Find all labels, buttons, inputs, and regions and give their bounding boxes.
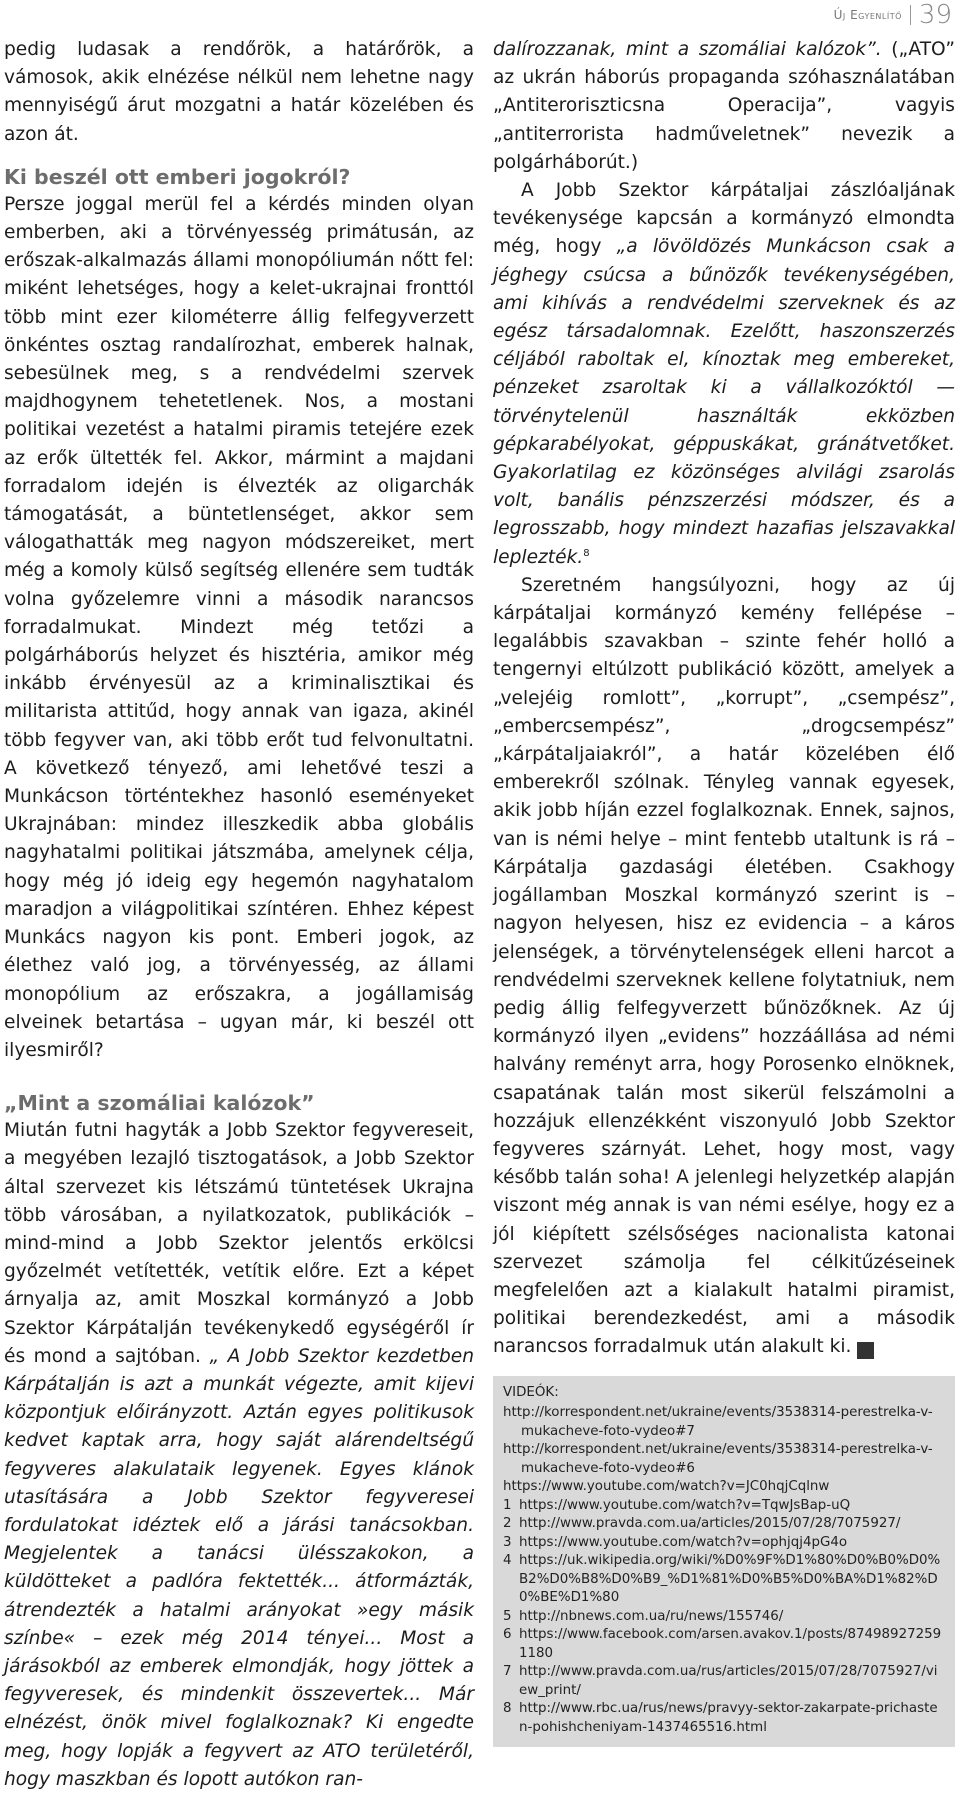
- footnote-item: [503, 1663, 945, 1700]
- paragraph-battalion: [493, 177, 955, 572]
- subheading-pirates: „Mint a szomáliai kalózok”: [4, 1091, 315, 1116]
- footnote-number: 5: [503, 1608, 512, 1624]
- footnote-link[interactable]: https://www.youtube.com/watch?v=ophjqj4pG4o: [519, 1534, 848, 1550]
- magazine-name: Új Egyenlítő: [833, 8, 902, 22]
- footnote-link[interactable]: https://www.facebook.com/arsen.avakov.1/posts/874989272591180: [519, 1627, 942, 1661]
- videos-label: VIDEÓK:: [503, 1384, 559, 1400]
- footnote-link[interactable]: https://uk.wikipedia.org/wiki/%D0%9F%D1%80%D0%B0%D0%B2%D0%B8%D0%B9_%D1%81%D0%B5%D0%BA%D1%82%D0%BE%D1%80: [519, 1553, 941, 1606]
- video-link[interactable]: http://korrespondent.net/ukraine/events/3538314-perestrelka-v-mukacheve-foto-vydeo#6: [503, 1442, 933, 1476]
- footnote-item: [503, 1497, 945, 1516]
- footnote-item: [503, 1515, 945, 1534]
- paragraph-pirates-text: Miután futni hagyták a Jobb Szektor fegyvereseit, a megyében lezajló tisztogatások, a Jobb Szektor által szervezet kis létszámú tüntetések Ukrajna több városában, a nyilatkozatok, publikációk – mind-mind a Jobb Szektor jelentős erkölcsi győzelmét vetítették, vetítik előre. Ezt a képet árnyalja az, amit Moszkal kormányzó a Jobb Szektor Kárpátalján tevékenykedő egységéről ír és mond a sajtóban.: [4, 1120, 474, 1367]
- footnote-number: 7: [503, 1664, 512, 1680]
- header-divider: [910, 5, 911, 25]
- footnote-link[interactable]: http://www.rbc.ua/rus/news/pravyy-sektor-zakarpate-prichasten-pohishcheniyam-1437465516.html: [519, 1701, 938, 1735]
- footnote-link[interactable]: https://www.youtube.com/watch?v=TqwJsBap-uQ: [519, 1497, 851, 1513]
- video-link[interactable]: https://www.youtube.com/watch?v=JC0hqjCqlnw: [503, 1479, 830, 1495]
- paragraph-battalion-text: A Jobb Szektor kárpátaljai zászlóaljának tevékenysége kapcsán a kormányzó elmondta még, hogy: [493, 180, 955, 258]
- footnote-item: [503, 1626, 945, 1663]
- footnote-item: [503, 1608, 945, 1627]
- footnote-link[interactable]: http://www.pravda.com.ua/rus/articles/2015/07/28/7075927/view_print/: [519, 1664, 938, 1698]
- quote-continuation: dalírozzanak, mint a szomáliai kalózok”.: [493, 39, 882, 60]
- footnote-number: 2: [503, 1516, 512, 1532]
- right-column: [493, 36, 955, 1747]
- governor-quote: „ A Jobb Szektor kezdetben Kárpátalján is azt a munkát végezte, amit kijevi központjuk előirányzott. Aztán egyes politikusok kedvet kaptak arra, hogy saját alárendeltségű fegyveres alakulataik legyenek. Egyes klánok utasítására a Jobb Szektor fegyveresei fordulatokat idéztek elő a járási tanácsokban. Megjelentek a tanácsi ülésszakokon, a küldötteket a padlóra fektették... átformázták, átrendezték a hatalmi arányokat »egy másik színbe« – ezek még 2014 tényei... Most a járásokból az emberek elmondják, hogy jöttek a fegyveresek, és mindenkit összevertek... Már elnézést, önök mivel foglalkoznak? Ki engedte meg, hogy lopják a fegyvert az ATO területéről, hogy maszkban és lopott autókon ran-: [4, 1345, 474, 1790]
- footnote-item: [503, 1534, 945, 1553]
- end-mark-icon: E: [857, 1342, 874, 1359]
- footnote-number: 8: [503, 1701, 512, 1717]
- video-link[interactable]: http://korrespondent.net/ukraine/events/3538314-perestrelka-v-mukacheve-foto-vydeo#7: [503, 1405, 933, 1439]
- page-number: 39: [918, 0, 952, 30]
- sources-box: [493, 1376, 955, 1748]
- paragraph-pirates: [4, 1117, 474, 1794]
- footnote-link[interactable]: http://nbnews.com.ua/ru/news/155746/: [519, 1608, 784, 1624]
- footnote-item: [503, 1552, 945, 1608]
- left-column: [4, 36, 474, 1794]
- ato-explanation: („ATO” az ukrán háborús propaganda szóhasználatában „Antiteroriszticsna Operacija”, vagyis „antiterrorista hadműveletnek” nevezik a polgárháborút.): [493, 39, 955, 173]
- footnote-item: [503, 1700, 945, 1737]
- paragraph-human-rights: Persze joggal merül fel a kérdés minden olyan emberben, aki a törvényesség primátusán, az erőszak-alkalmazás állami monopóliumán nőtt fel: miként lehetséges, hogy a kelet-ukrajnai fronttól több mint ezer kilométerre állig felfegyverzett önkéntes osztag randalírozhat, emberek halnak, sebesülnek meg, s a rendvédelmi szervek majdhogynem tehetetlenek. Nos, a mostani politikai vezetést a hatalmi piramis tetejére ezek az erők ültették fel. Akkor, mármint a majdani forradalom idején is élvezték az oligarchák támogatását, a büntetlenséget, akkor sem válogathatták meg nagyon módszereiket, mert még a komoly külső segítség ellenére sem tudták volna győzelemre vinni a második narancsos forradalmukat. Mindezt még tetőzi a polgárháborús helyzet és hisztéria, amikor még inkább érvényesül az a kriminalisztikai és militarista attitűd, hogy annak van igaza, akinél több fegyver van, aki több erőt tud felvonultatni. A következő tényező, ami lehetővé teszi a Munkácson történtekhez hasonló eseményeket Ukrajnában: mindez illeszkedik abba globális nagyhatalmi politikai játszmába, amelynek célja, hogy még jó ideig egy hegemón nagyhatalom maradjon a világpolitikai színtéren. Ehhez képest Munkács nagyon kis pont. Emberi jogok, az élethez való jog, a törvényesség, az állami monopólium az erőszakra, a jogállamiság elveinek betartása – ugyan már, ki beszél ott ilyesmiről?: [4, 193, 474, 1061]
- footnote-number: 6: [503, 1627, 512, 1643]
- footnote-ref-8[interactable]: 8: [583, 547, 590, 559]
- footnote-number: 4: [503, 1553, 512, 1569]
- paragraph-conclusion-text: Szeretném hangsúlyozni, hogy az új kárpátaljai kormányzó kemény fellépése – legalábbis szavakban – szinte fehér holló a tengernyi eltúlzott publikáció között, amelyek a „velejéig romlott”, „korrupt”, „csempész”, „embercsempész”, „drogcsempész” „kárpátaljaiakról”, a határ közelében élő emberekről szólnak. Tényleg vannak egyesek, akik jobb híján ezzel foglalkoznak. Ennek, sajnos, van is némi helye – mint fentebb utaltunk is rá – Kárpátalja gazdasági életében. Csakhogy jogállamban Moszkal kormányzó szerint is – nagyon helyesen, hisz ez evidencia – a káros jelenségek, a törvénytelenségek elleni harcot a rendvédelmi szerveknek kellene folytatniuk, nem pedig állig felfegyverzett bűnözőknek. Az új kormányzó ilyen „evidens” hozzáállása ad némi halvány reményt arra, hogy Porosenko elnöknek, csapatának talán most sikerül felszámolni a hozzájuk ellenzékként viszonyuló Jobb Szektor fegyveres szárnyát. Lehet, hogy most, vagy később talán soha! A jelenlegi helyzetkép alapján viszont még annak is van némi esélye, hogy ez a jól kiépített szélsőséges nacionalista katonai szervezet számolja fel célkitűzéseinek megfelelően azt a kialakult hatalmi piramist, politikai berendezkedést, ami a második narancsos forradalmuk után alakult ki.: [493, 574, 955, 1358]
- page-header: [834, 0, 952, 30]
- paragraph-conclusion: [493, 572, 955, 1362]
- footnote-number: 1: [503, 1497, 512, 1513]
- paragraph-ato: [493, 36, 955, 177]
- footnote-link[interactable]: http://www.pravda.com.ua/articles/2015/07/28/7075927/: [519, 1516, 901, 1532]
- paragraph-continuation: pedig ludasak a rendőrök, a határőrök, a vámosok, akik elnézése nélkül nem lehetne nagy mennyiségű árut mozgatni a határ közelében és azon át.: [4, 39, 474, 145]
- subheading-human-rights: Ki beszél ott emberi jogokról?: [4, 164, 351, 189]
- footnote-number: 3: [503, 1534, 512, 1550]
- battalion-quote: „a lövöldözés Munkácson csak a jéghegy csúcsa a bűnözők tevékenységében, ami kihívás a rendvédelmi szerveknek és az egész társadalomnak. Ezelőtt, haszonszerzés céljából raboltak el, kínoztak meg embereket, pénzeket zsaroltak ki a vállalkozóktól — törvénytelenül használták ekközben gépkarabélyokat, géppuskákat, gránátvetőket. Gyakorlatilag ez közönséges alvilági zsarolás volt, banális pénzszerzési módszer, és a legrosszabb, hogy mindezt hazafias jelszavakkal leplezték.: [493, 236, 955, 568]
